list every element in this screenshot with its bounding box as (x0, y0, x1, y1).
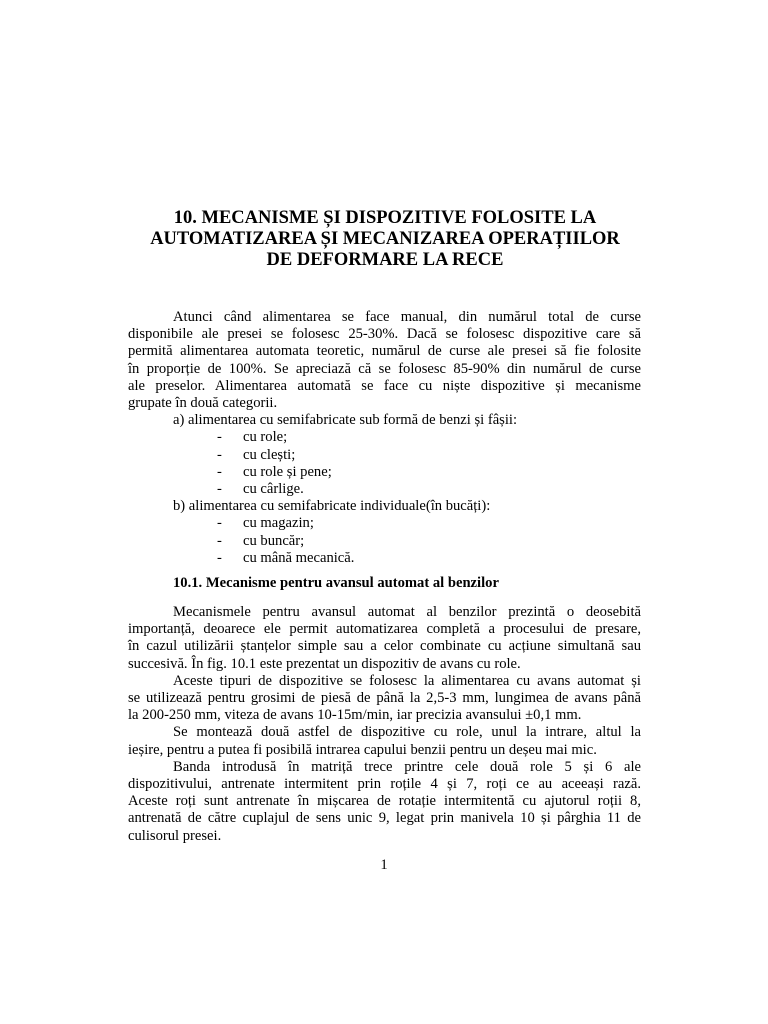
dash-marker: - (217, 532, 222, 549)
list-item (128, 481, 641, 498)
list-item-text: cu buncăr; (243, 532, 305, 549)
list-item (128, 464, 641, 481)
chapter-title (128, 208, 642, 271)
list-item-text: cu magazin; (243, 515, 314, 532)
list-item (128, 550, 641, 567)
list-item (128, 515, 641, 532)
list-item-text: cu role; (243, 429, 288, 446)
text-line: antrenată de către cuplajul de sens unic 9, legat prin manivela 10 și pârghia 11 de (128, 810, 641, 827)
title-line: AUTOMATIZAREA ȘI MECANIZAREA OPERAȚIILOR (150, 229, 620, 249)
text-line: dispozitivului, antrenate intermitent prin roțile 4 și 7, roți ce au aceeași rază. (128, 776, 641, 793)
text-line: Aceste tipuri de dispozitive se folosesc la alimentarea cu avans automat și (173, 672, 641, 689)
list-a-label: a) alimentarea cu semifabricate sub formă de benzi și fâșii: (173, 412, 518, 429)
dash-marker: - (217, 446, 222, 463)
text-line: Banda introdusă în matriță trece printre cele două role 5 și 6 ale (173, 758, 641, 775)
text-line: la 200-250 mm, viteza de avans 10-15m/min, iar precizia avansului ±0,1 mm. (128, 707, 582, 724)
page-number: 1 (380, 857, 388, 873)
dash-marker: - (217, 481, 222, 498)
text-line: succesivă. În fig. 10.1 este prezentat un dispozitiv de avans cu role. (128, 655, 521, 672)
list-item (128, 429, 641, 446)
dash-marker: - (217, 463, 222, 480)
dash-marker: - (217, 549, 222, 566)
list-item-text: cu cârlige. (243, 481, 304, 498)
text-line: Se montează două astfel de dispozitive cu role, unul la intrare, altul la (173, 724, 641, 741)
text-line: se utilizează pentru grosimi de piesă de până la 2,5-3 mm, lungimea de avans până (128, 690, 641, 707)
list-item (128, 533, 641, 550)
list-item-text: cu clești; (243, 446, 296, 463)
text-line: ale preselor. Alimentarea automată se face cu niște dispozitive și mecanisme (128, 377, 641, 394)
text-line: în cazul utilizării ștanțelor simple sau a celor combinate cu acțiune simultană sau (128, 638, 641, 655)
intro-section (128, 309, 641, 567)
list-b-label: b) alimentarea cu semifabricate individuale(în bucăți): (173, 498, 491, 515)
dash-marker: - (217, 515, 222, 532)
text-line: Atunci când alimentarea se face manual, din numărul total de curse (173, 309, 641, 325)
text-line: în proporție de 100%. Se apreciază că se folosesc 85-90% din numărul de curse (128, 360, 641, 377)
list-item (128, 447, 641, 464)
text-line: culisorul presei. (128, 827, 222, 844)
text-line: permită alimentarea automata teoretic, numărul de curse ale presei să fie folosite (128, 343, 641, 360)
section-body (128, 604, 641, 845)
title-line: DE DEFORMARE LA RECE (266, 250, 504, 270)
list-item-text: cu role și pene; (243, 463, 332, 480)
dash-marker: - (217, 429, 222, 446)
list-item-text: cu mână mecanică. (243, 549, 355, 566)
text-line: Mecanismele pentru avansul automat al benzilor prezintă o deosebită (173, 604, 641, 620)
text-line: Aceste roți sunt antrenate în mișcarea de rotație intermitentă cu ajutorul roții 8, (128, 793, 641, 810)
title-line: 10. MECANISME ȘI DISPOZITIVE FOLOSITE LA (173, 208, 597, 228)
text-line: ieșire, pentru a putea fi posibilă intrarea capului benzii pentru un deșeu mai mic. (128, 741, 597, 758)
text-line: disponibile ale presei se folosesc 25-30%. Dacă se folosesc dispozitive care să (128, 326, 641, 343)
text-line: grupate în două categorii. (128, 395, 278, 412)
section-heading: 10.1. Mecanisme pentru avansul automat al benzilor (173, 575, 499, 591)
text-line: importanță, deoarece ele permit automatizarea completă a procesului de presare, (128, 621, 641, 638)
